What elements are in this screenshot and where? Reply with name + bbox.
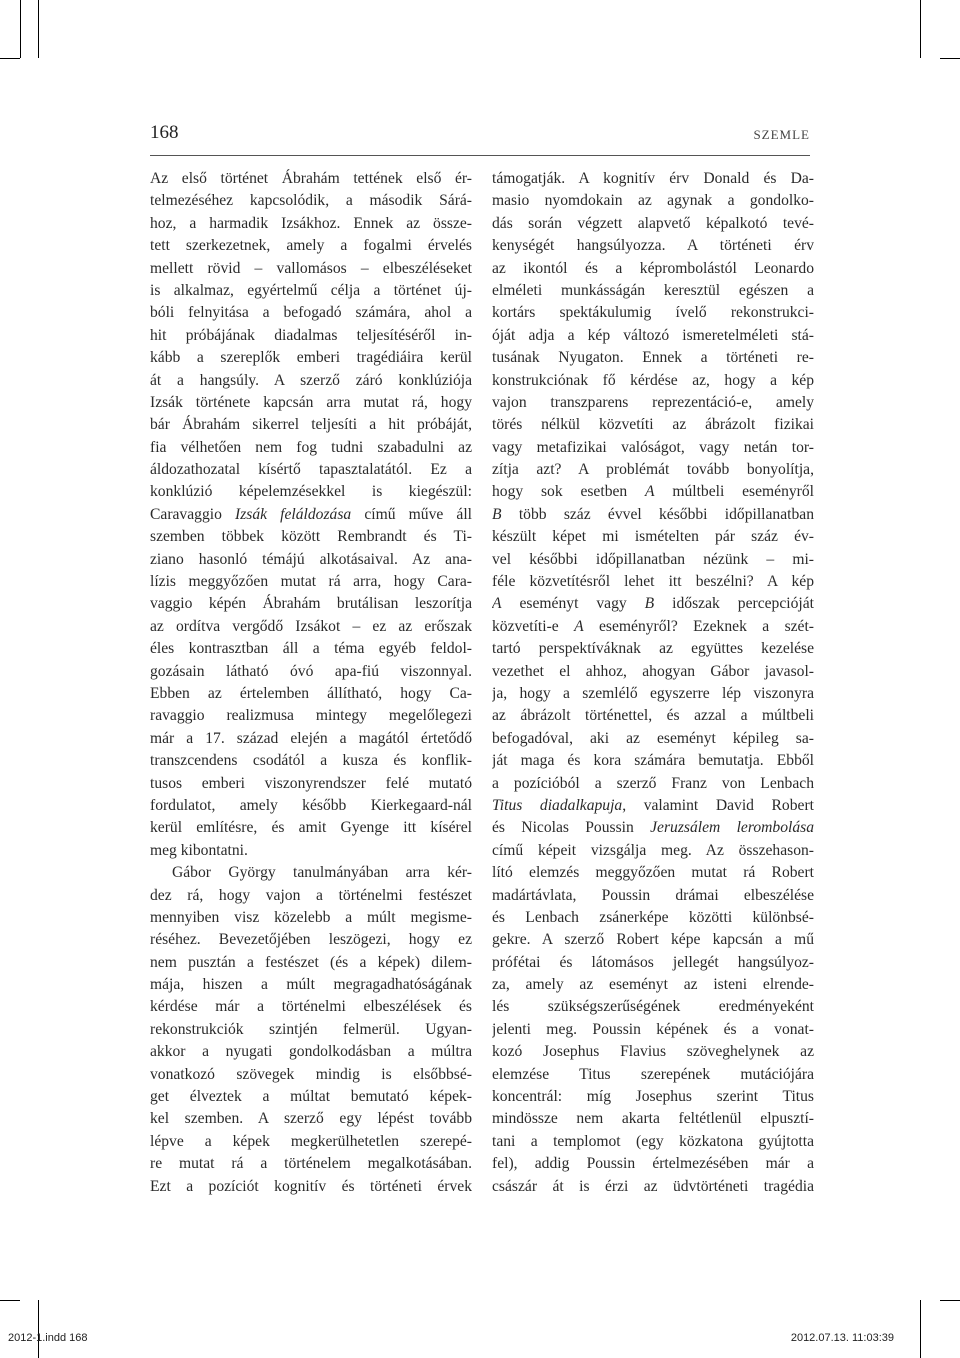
text-line: Az első történet Ábrahám tettének első ér- bbox=[150, 170, 472, 187]
text-line: réséhez. Bevezetőjében leszögezi, hogy ez bbox=[150, 931, 472, 949]
text-line: dás során végzett alapvető képalkotó tevé- bbox=[492, 214, 814, 232]
text-line: közvetíti-e A eseményről? Ezeknek a szét- bbox=[492, 617, 814, 635]
text-line: elemzése Titus szerepének mutációjára bbox=[492, 1065, 814, 1083]
text-line: re mutat rá a történelem megalkotásában. bbox=[150, 1155, 472, 1173]
text-line: ja, hogy a szemlélő egyszerre lép viszonyra bbox=[492, 684, 814, 702]
text-line: lépve a képek megkerülhetetlen szerepé- bbox=[150, 1132, 472, 1150]
text-line: vezethet el ahhoz, ahogyan Gábor javasol- bbox=[492, 662, 814, 680]
text-line: prófétai és látomásos jellegét hangsúlyoz- bbox=[492, 953, 814, 971]
text-line: a pozícióból a szerző Franz von Lenbach bbox=[492, 774, 814, 792]
text-line: lító elemzés meggyőzően mutat rá Robert bbox=[492, 864, 814, 882]
text-line: elméleti munkásságán keresztül egészen a bbox=[492, 281, 814, 299]
text-line: Titus diadalkapuja, valamint David Robert bbox=[492, 796, 814, 814]
text-line: A eseményt vagy B időszak percepcióját bbox=[492, 595, 814, 613]
text-line: akkor a nyugati gondolkodásban a múltra bbox=[150, 1043, 472, 1061]
text-line: masio nyomdokain az agynak a gondolko- bbox=[492, 192, 814, 210]
crop-mark bbox=[940, 1300, 960, 1301]
text-line: zítja azt? A problémát tovább bonyolítja, bbox=[492, 461, 814, 479]
text-line: kozó Josephus Flavius szöveghelynek az bbox=[492, 1043, 814, 1061]
header-rule bbox=[150, 155, 810, 156]
text-line: meg kibontatni. bbox=[150, 841, 248, 859]
text-line: az ordítva vergődő Izsákot – ez az erőszak bbox=[150, 617, 472, 635]
text-line: óját adja a kép változó ismeretelméleti stá- bbox=[492, 326, 814, 344]
text-line: császár át is érzi az üdvtörténeti tragédia bbox=[492, 1177, 814, 1195]
page-header bbox=[150, 122, 810, 146]
text-line: ravaggio realizmusa mintegy megelőlegezi bbox=[150, 707, 472, 725]
text-line: kább a szereplők emberi tragédiáira kerül bbox=[150, 349, 472, 367]
slug-file: 2012-1.indd 168 bbox=[8, 1332, 88, 1344]
section-title: SZEMLE bbox=[753, 127, 810, 142]
text-line: mája, hiszen a múlt megragadhatóságának bbox=[150, 976, 472, 994]
text-line: tett szerkezetnek, amely a fogalmi érvelés bbox=[150, 237, 472, 255]
text-line: gekre. A szerző Robert képe kapcsán a mű bbox=[492, 931, 814, 949]
text-line: Caravaggio Izsák feláldozása című műve áll bbox=[150, 505, 472, 523]
text-line: lízis meggyőzően mutat rá arra, hogy Cara- bbox=[150, 573, 472, 591]
text-line: vel későbbi időpillanatban nézünk – mi- bbox=[492, 550, 814, 568]
crop-mark bbox=[38, 0, 39, 58]
text-line: bóli felnyitása a befogadó számára, ahol a bbox=[150, 304, 472, 322]
text-line: Ezt a pozíciót kognitív és történeti érvek bbox=[150, 1177, 472, 1195]
text-line: kenységét hangsúlyozza. A történeti érv bbox=[492, 237, 814, 255]
left-column bbox=[150, 168, 472, 1198]
text-line: gozásain látható óvó apa-fiú viszonnyal. bbox=[150, 662, 472, 680]
text-line: transzcendens csodától a kusza és konflik- bbox=[150, 752, 472, 770]
text-line: az ikontól és a képrombolástól Leonardo bbox=[492, 259, 814, 277]
text-line: vagy metafizikai valóságot, vagy netán tor- bbox=[492, 438, 814, 456]
text-line: az ábrázolt történettel, és azzal a múltbeli bbox=[492, 707, 814, 725]
text-line: fia vélhetően nem fog tudni szabadulni az bbox=[150, 438, 472, 456]
text-line: ját maga és kora számára bemutatja. Ebből bbox=[492, 752, 814, 770]
text-line: kerül említésre, és amit Gyenge itt kísérel bbox=[150, 819, 472, 837]
text-line: hogy sok esetben A múltbeli eseményről bbox=[492, 483, 814, 501]
text-line: konstrukciónak fő kérdése az, hogy a kép bbox=[492, 371, 814, 389]
text-line: című képeit vizsgálja meg. Az összehason- bbox=[492, 841, 814, 859]
text-line: lés szükségszerűségének eredményeként bbox=[492, 998, 814, 1016]
text-line: nem pusztán a festészet (és a képek) dilem- bbox=[150, 953, 472, 971]
text-line: fordulatot, amely később Kierkegaard-nál bbox=[150, 796, 472, 814]
crop-mark bbox=[0, 1300, 20, 1301]
text-line: get élveztek a múltat bemutató képek- bbox=[150, 1088, 472, 1106]
text-line: koncentrál: míg Josephus szerint Titus bbox=[492, 1088, 814, 1106]
text-line: madártávlata, Poussin drámai elbeszélése bbox=[492, 886, 814, 904]
text-line: vonatkozó szövegek mindig is elsőbbsé- bbox=[150, 1065, 472, 1083]
crop-mark bbox=[0, 58, 20, 59]
text-line: konklúzió képelemzésekkel is kiegészül: bbox=[150, 483, 472, 501]
text-line: tusos emberi viszonyrendszer felé mutató bbox=[150, 774, 472, 792]
text-line: tartó perspektíváknak az együttes kezelése bbox=[492, 640, 814, 658]
right-column bbox=[492, 168, 814, 1198]
text-line: törés nélkül közvetíti az ábrázolt fizikai bbox=[492, 416, 814, 434]
text-line: áldozathozatal kísértő tapasztalatától. Ez a bbox=[150, 461, 472, 479]
crop-mark bbox=[20, 0, 21, 58]
text-line: ziano hasonló témájú alkotásaival. Az ana- bbox=[150, 550, 472, 568]
text-line: is alkalmaz, egyértelmű célja a történet új- bbox=[150, 281, 472, 299]
page-number: 168 bbox=[150, 122, 179, 143]
text-line: támogatják. A kognitív érv Donald és Da- bbox=[492, 170, 814, 187]
crop-mark bbox=[940, 58, 960, 59]
text-line: hit próbájának diadalmas teljesítéséről in- bbox=[150, 326, 472, 344]
text-line: már a 17. század elején a magától értetődő bbox=[150, 729, 472, 747]
text-line: éles kontrasztban áll a téma egyéb feldol- bbox=[150, 640, 472, 658]
text-line: jelenti meg. Poussin képének és a vonat- bbox=[492, 1020, 814, 1038]
text-line: vajon transzparens reprezentáció-e, amely bbox=[492, 393, 814, 411]
slug-timestamp: 2012.07.13. 11:03:39 bbox=[790, 1332, 894, 1344]
text-line: át a hangsúly. A szerző záró konklúziója bbox=[150, 371, 472, 389]
text-line: kérdése már a történelmi elbeszélések és bbox=[150, 998, 472, 1016]
text-line: dez rá, hogy vajon a történelmi festészet bbox=[150, 886, 472, 904]
text-line: mennyiben visz közelebb a múlt megisme- bbox=[150, 908, 472, 926]
text-line: féle közvetítésről lehet itt beszélni? A kép bbox=[492, 573, 814, 591]
text-line: kel szemben. A szerző egy lépést tovább bbox=[150, 1110, 472, 1128]
text-line: bár Ábrahám sikerrel teljesíti a hit próbáját, bbox=[150, 416, 472, 434]
text-line: kortárs spektákulumig ívelő rekonstrukci- bbox=[492, 304, 814, 322]
text-line: B több száz évvel későbbi időpillanatban bbox=[492, 505, 814, 523]
text-line: rekonstrukciók szintjén felmerül. Ugyan- bbox=[150, 1020, 472, 1038]
text-line: szemben többek között Rembrandt és Ti- bbox=[150, 528, 472, 546]
crop-mark bbox=[920, 1300, 921, 1358]
text-line: mindössze nem akarta feltétlenül elpusztí- bbox=[492, 1110, 814, 1128]
text-line: vaggio képén Ábrahám brutálisan leszorítja bbox=[150, 595, 472, 613]
text-line: mellett rövid – vallomásos – elbeszéléseket bbox=[150, 259, 472, 277]
text-line: Gábor György tanulmányában arra kér- bbox=[172, 864, 472, 882]
text-line: és Nicolas Poussin Jeruzsálem lerombolása bbox=[492, 819, 814, 837]
text-line: hoz, a harmadik Izsákhoz. Ennek az össze- bbox=[150, 214, 472, 232]
text-line: Izsák története kapcsán arra mutat rá, hogy bbox=[150, 393, 472, 411]
crop-mark bbox=[920, 0, 921, 58]
text-line: Ebben az értelemben állítható, hogy Ca- bbox=[150, 684, 472, 702]
text-line: fel), addig Poussin értelmezésében már a bbox=[492, 1155, 814, 1173]
text-line: telmezéséhez kapcsolódik, a második Sárá- bbox=[150, 192, 472, 210]
text-line: készült képet mi ismételten pár száz év- bbox=[492, 528, 814, 546]
text-line: za, amely az eseményt az isteni elrende- bbox=[492, 976, 814, 994]
text-line: befogadóval, aki az eseményt képileg sa- bbox=[492, 729, 814, 747]
text-line: tani a templomot (egy közkatona gyújtotta bbox=[492, 1132, 814, 1150]
text-line: és Lenbach zsánerképe közötti különbsé- bbox=[492, 908, 814, 926]
text-line: tusának Nyugaton. Ennek a történeti re- bbox=[492, 349, 814, 367]
